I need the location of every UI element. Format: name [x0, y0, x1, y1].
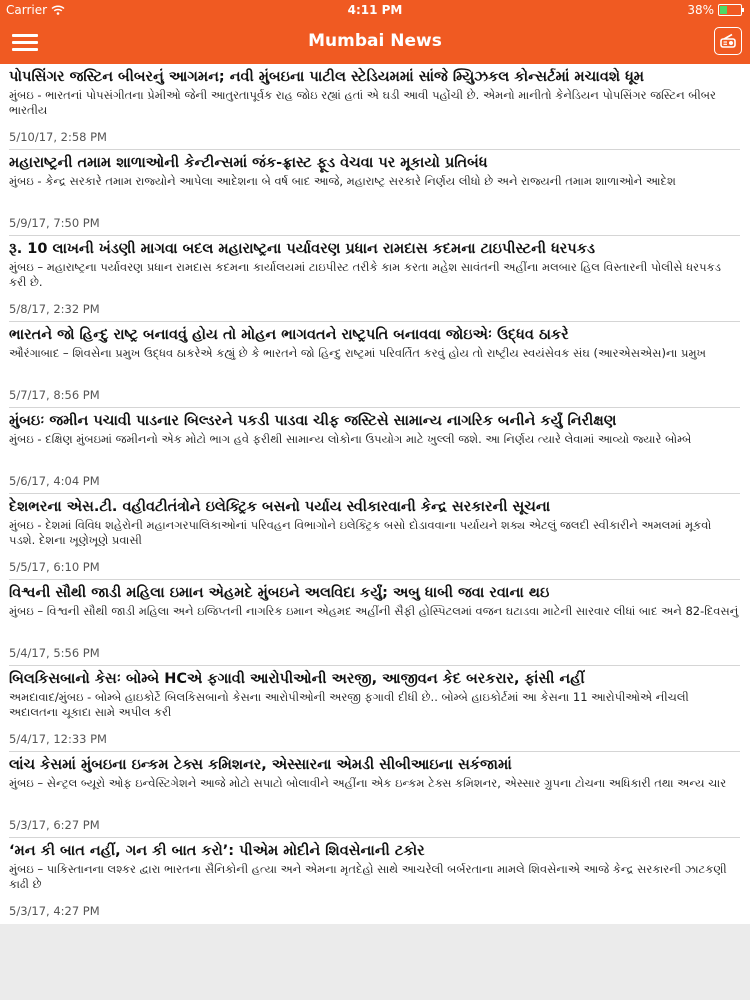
news-headline: મહારાષ્ટ્રની તમામ શાળાઓની કેન્ટીન્સમાં જંક-ફ્રાસ્ટ ફૂડ વેચવા પર મૂકાયો પ્રતિબંધ	[9, 155, 488, 171]
news-item[interactable]	[0, 236, 750, 322]
battery-icon	[718, 4, 742, 16]
news-date: 5/4/17, 12:33 PM	[9, 732, 107, 746]
news-headline: પોપસિંગર જસ્ટિન બીબરનું આગમન; નવી મુંબઇના પાટીલ સ્ટેડિયમમાં સાંજે મ્યુિઝકલ કોન્સર્ટમાં મચાવશે ધૂમ	[9, 69, 645, 85]
news-item[interactable]	[0, 580, 750, 666]
news-headline: રૂ. 10 લાખની ખંડણી માગવા બદલ મહારાષ્ટ્રના પર્યાવરણ પ્રધાન રામદાસ કદમના ટાઇપીસ્ટની ધરપકડ	[9, 241, 595, 257]
news-summary: મુંબઇ - કેન્દ્ર સરકારે તમામ રાજ્યોને આપેલા આદેશના બે વર્ષ બાદ આજે, મહારાષ્ટ્ર સરકારે નિર્ણય લીધો છે અને રાજ્યની તમામ શાળાઓને આદેશ	[9, 174, 676, 188]
news-summary: ઔરંગાબાદ – શિવસેના પ્રમુખ ઉદ્ધવ ઠાકરેએ કહ્યું છે કે ભારતને જો હિન્દુ રાષ્ટ્રમાં પરિવર્તિત કરવું હોય તો રાષ્ટ્રીય સ્વયંસેવક સંઘ (આરએસએસ)ના પ્રમુખ	[9, 346, 707, 360]
news-item[interactable]	[0, 150, 750, 236]
news-headline: ‘મન કી બાત નહીં, ગન કી બાત કરો’: પીએમ મોદીને શિવસેનાની ટકોર	[9, 843, 425, 859]
news-headline: લાંચ કેસમાં મુંબઇના ઇન્કમ ટેક્સ કમિશનર, એસ્સારના એમડી સીબીઆઇના સકંજામાં	[9, 757, 512, 773]
news-item[interactable]	[0, 64, 750, 150]
news-item[interactable]	[0, 408, 750, 494]
news-headline: બિલકિસબાનો કેસઃ બોમ્બે HCએ ફગાવી આરોપીઓની અરજી, આજીવન કેદ બરકરાર, ફાંસી નહીં	[9, 671, 585, 687]
news-headline: દેશભરના એસ.ટી. વહીવટીતંત્રોને ઇલેક્ટ્રિક બસનો પર્યાય સ્વીકારવાની કેન્દ્ર સરકારની સૂચના	[9, 499, 551, 515]
news-summary: અમદાવાદ/મુંબઇ - બોમ્બે હાઇકોર્ટે બિલકિસબાનો કેસના આરોપીઓની અરજી ફગાવી દીધી છે.. બોમ્બે હાઇકોર્ટમાં આ કેસના 11 આરોપીઓએ નીચલી અદાલતના ચૂકાદા સામે અપીલ કરી	[9, 690, 689, 719]
news-list	[0, 64, 750, 924]
nav-bar	[0, 20, 750, 64]
news-item[interactable]	[0, 322, 750, 408]
battery-indicator	[687, 3, 742, 17]
news-item[interactable]	[0, 494, 750, 580]
news-date: 5/9/17, 7:50 PM	[9, 216, 100, 230]
news-summary: મુંબઇ - ભારતનાં પોપસંગીતના પ્રેમીઓ જેની આતુરતાપૂર્વક રાહ જોઇ રહ્યાં હતાં એ ઘડી આવી પહોંચી છે. એમનો માનીતો કેનેડિયન પોપસિંગર જસ્ટિન બીબર ભારતીય	[9, 88, 716, 117]
news-date: 5/5/17, 6:10 PM	[9, 560, 100, 574]
news-item[interactable]	[0, 838, 750, 924]
news-date: 5/8/17, 2:32 PM	[9, 302, 100, 316]
battery-percent: 38%	[687, 3, 714, 17]
news-date: 5/4/17, 5:56 PM	[9, 646, 100, 660]
status-bar	[0, 0, 750, 20]
news-summary: મુંબઇ – સેન્ટ્રલ બ્યૂરો ઓફ ઇન્વેસ્ટિગેશને આજે મોટો સપાટો બોલાવીને અહીંના એક ઇન્કમ ટેક્સ કમિશનર, એસ્સાર ગ્રુપના ટોચના અધિકારી તથા અન્ય ચાર	[9, 776, 727, 790]
news-date: 5/10/17, 2:58 PM	[9, 130, 107, 144]
carrier-label: Carrier	[6, 3, 48, 17]
news-summary: મુંબઇ - દેશમાં વિવિધ શહેરોની મહાનગરપાલિકાઓનાં પરિવહન વિભાગોને ઇલેક્ટ્રિક બસો દોડાવવાના પર્યાયને શક્ય એટલું જલદી સ્વીકારીને અમલમાં મૂકવો પડશે. દેશના ખૂણેખૂણે પ્રવાસી	[9, 518, 712, 547]
news-summary: મુંબઇ – વિશ્વની સૌથી જાડી મહિલા અને ઇજિપ્તની નાગરિક ઇમાન એહમદ અહીંની સૈફી હોસ્પિટલમાં વજન ઘટાડવા માટેની સારવાર લીધાં બાદ અને 82-દિવસનું	[9, 604, 739, 618]
news-item[interactable]	[0, 752, 750, 838]
news-summary: મુંબઇ - દક્ષિણ મુંબઇમાં જમીનનો એક મોટો ભાગ હવે ફરીથી સામાન્ય લોકોના ઉપયોગ માટે ખુલ્લી જશે. આ નિર્ણય ત્યારે લેવામાં આવ્યો જ્યારે બોમ્બે	[9, 432, 692, 446]
news-headline: વિશ્વની સૌથી જાડી મહિલા ઇમાન એહમદે મુંબઇને અલવિદા કર્યું; અબુ ધાબી જવા રવાના થઇ	[9, 585, 550, 601]
news-date: 5/3/17, 4:27 PM	[9, 904, 100, 918]
news-date: 5/3/17, 6:27 PM	[9, 818, 100, 832]
news-headline: ભારતને જો હિન્દુ રાષ્ટ્ર બનાવવું હોય તો મોહન ભાગવતને રાષ્ટ્રપતિ બનાવવા જોઇએઃ ઉદ્ધવ ઠાકરે	[9, 327, 569, 343]
radio-icon[interactable]	[714, 27, 742, 55]
news-summary: મુંબઇ – મહારાષ્ટ્રના પર્યાવરણ પ્રધાન રામદાસ કદમના કાર્યાલયમાં ટાઇપીસ્ટ તરીકે કામ કરતા મહેશ સાવંતની અહીંના મલબાર હિલ વિસ્તારની પોલીસે ધરપકડ કરી છે.	[9, 260, 721, 289]
news-date: 5/7/17, 8:56 PM	[9, 388, 100, 402]
news-summary: મુંબઇ – પાકિસ્તાનના લશ્કર દ્વારા ભારતના સૈનિકોની હત્યા અને એમના મૃતદેહો સાથે આચરેલી બર્બરતાના મામલે શિવસેનાએ આજે કેન્દ્ર સરકારની ઝાટકણી કાઢી છે	[9, 862, 727, 891]
news-date: 5/6/17, 4:04 PM	[9, 474, 100, 488]
news-headline: મુંબઇઃ જમીન પચાવી પાડનાર બિલ્ડરને પકડી પાડવા ચીફ જસ્ટિસે સામાન્ય નાગરિક બનીને કર્યું નિરીક્ષણ	[9, 413, 617, 429]
news-item[interactable]	[0, 666, 750, 752]
status-time: 4:11 PM	[347, 3, 403, 17]
page-title: Mumbai News	[308, 31, 442, 51]
